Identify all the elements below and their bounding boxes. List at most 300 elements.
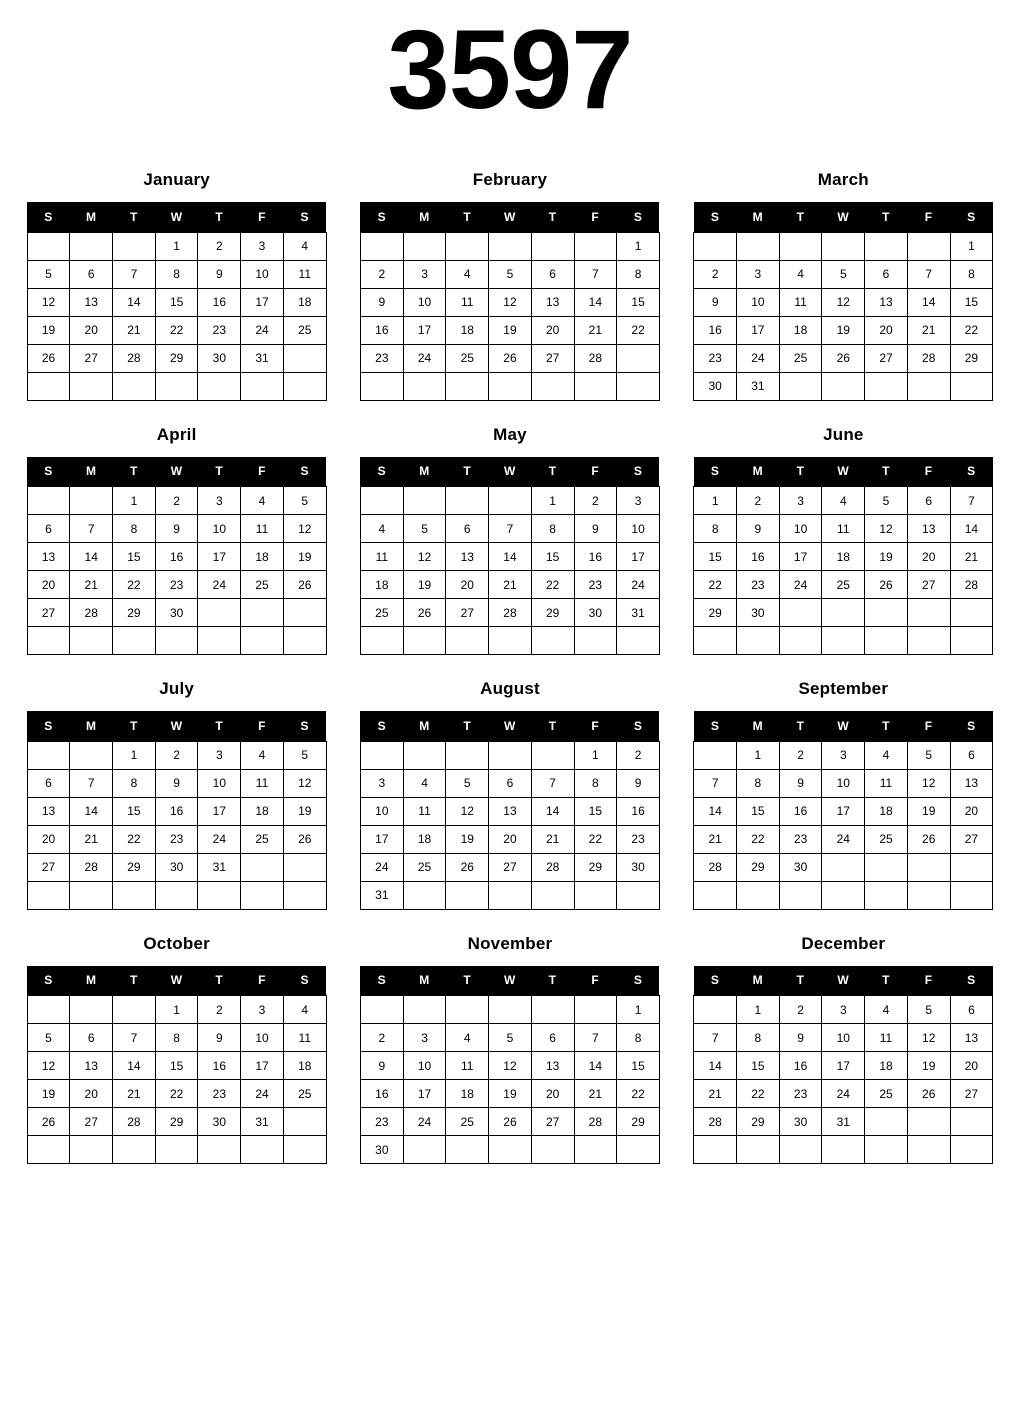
day-cell[interactable]: 25	[779, 344, 822, 372]
day-cell[interactable]: 22	[950, 316, 993, 344]
day-cell[interactable]: 22	[531, 571, 574, 599]
day-cell[interactable]: 8	[113, 515, 156, 543]
day-cell[interactable]: 21	[574, 1080, 617, 1108]
day-cell[interactable]: 31	[360, 881, 403, 909]
day-cell[interactable]: 15	[950, 288, 993, 316]
day-cell[interactable]: 11	[446, 1052, 489, 1080]
day-cell[interactable]: 24	[403, 344, 446, 372]
day-cell[interactable]: 12	[283, 515, 326, 543]
day-cell[interactable]: 9	[155, 769, 198, 797]
day-cell[interactable]: 10	[198, 515, 241, 543]
day-cell[interactable]: 20	[950, 797, 993, 825]
day-cell[interactable]: 28	[489, 599, 532, 627]
day-cell[interactable]: 7	[70, 515, 113, 543]
day-cell[interactable]: 29	[113, 853, 156, 881]
day-cell[interactable]: 7	[950, 487, 993, 515]
day-cell[interactable]: 15	[574, 797, 617, 825]
day-cell[interactable]: 18	[822, 543, 865, 571]
day-cell[interactable]: 17	[617, 543, 660, 571]
day-cell[interactable]: 7	[574, 260, 617, 288]
day-cell[interactable]: 25	[283, 316, 326, 344]
day-cell[interactable]: 6	[27, 515, 70, 543]
day-cell[interactable]: 11	[360, 543, 403, 571]
day-cell[interactable]: 28	[531, 853, 574, 881]
day-cell[interactable]: 28	[574, 344, 617, 372]
day-cell[interactable]: 22	[155, 1080, 198, 1108]
day-cell[interactable]: 27	[950, 1080, 993, 1108]
day-cell[interactable]: 4	[446, 1024, 489, 1052]
day-cell[interactable]: 10	[241, 1024, 284, 1052]
day-cell[interactable]: 28	[694, 853, 737, 881]
day-cell[interactable]: 1	[694, 487, 737, 515]
day-cell[interactable]: 1	[617, 232, 660, 260]
day-cell[interactable]: 16	[617, 797, 660, 825]
day-cell[interactable]: 4	[403, 769, 446, 797]
day-cell[interactable]: 18	[283, 288, 326, 316]
day-cell[interactable]: 27	[531, 1108, 574, 1136]
day-cell[interactable]: 23	[155, 571, 198, 599]
day-cell[interactable]: 8	[737, 1024, 780, 1052]
day-cell[interactable]: 19	[865, 543, 908, 571]
day-cell[interactable]: 21	[907, 316, 950, 344]
day-cell[interactable]: 10	[737, 288, 780, 316]
day-cell[interactable]: 25	[865, 825, 908, 853]
day-cell[interactable]: 22	[617, 316, 660, 344]
day-cell[interactable]: 4	[865, 741, 908, 769]
day-cell[interactable]: 16	[574, 543, 617, 571]
day-cell[interactable]: 13	[70, 1052, 113, 1080]
day-cell[interactable]: 22	[617, 1080, 660, 1108]
day-cell[interactable]: 6	[865, 260, 908, 288]
day-cell[interactable]: 27	[865, 344, 908, 372]
day-cell[interactable]: 14	[113, 288, 156, 316]
day-cell[interactable]: 1	[950, 232, 993, 260]
day-cell[interactable]: 21	[113, 1080, 156, 1108]
day-cell[interactable]: 6	[531, 260, 574, 288]
day-cell[interactable]: 22	[113, 825, 156, 853]
day-cell[interactable]: 27	[950, 825, 993, 853]
day-cell[interactable]: 25	[822, 571, 865, 599]
day-cell[interactable]: 22	[737, 825, 780, 853]
day-cell[interactable]: 31	[617, 599, 660, 627]
day-cell[interactable]: 12	[403, 543, 446, 571]
day-cell[interactable]: 14	[113, 1052, 156, 1080]
day-cell[interactable]: 4	[283, 232, 326, 260]
day-cell[interactable]: 20	[446, 571, 489, 599]
day-cell[interactable]: 14	[950, 515, 993, 543]
day-cell[interactable]: 13	[907, 515, 950, 543]
day-cell[interactable]: 7	[70, 769, 113, 797]
day-cell[interactable]: 24	[617, 571, 660, 599]
day-cell[interactable]: 15	[113, 797, 156, 825]
day-cell[interactable]: 15	[737, 797, 780, 825]
day-cell[interactable]: 19	[27, 316, 70, 344]
day-cell[interactable]: 4	[241, 487, 284, 515]
day-cell[interactable]: 7	[694, 1024, 737, 1052]
day-cell[interactable]: 4	[241, 741, 284, 769]
day-cell[interactable]: 20	[27, 571, 70, 599]
day-cell[interactable]: 10	[241, 260, 284, 288]
day-cell[interactable]: 9	[360, 288, 403, 316]
day-cell[interactable]: 14	[694, 1052, 737, 1080]
day-cell[interactable]: 30	[574, 599, 617, 627]
day-cell[interactable]: 10	[617, 515, 660, 543]
day-cell[interactable]: 29	[113, 599, 156, 627]
day-cell[interactable]: 7	[694, 769, 737, 797]
day-cell[interactable]: 30	[694, 372, 737, 400]
day-cell[interactable]: 23	[737, 571, 780, 599]
day-cell[interactable]: 18	[241, 543, 284, 571]
day-cell[interactable]: 8	[737, 769, 780, 797]
day-cell[interactable]: 8	[113, 769, 156, 797]
day-cell[interactable]: 26	[907, 1080, 950, 1108]
day-cell[interactable]: 9	[155, 515, 198, 543]
day-cell[interactable]: 25	[360, 599, 403, 627]
day-cell[interactable]: 2	[737, 487, 780, 515]
day-cell[interactable]: 8	[155, 260, 198, 288]
day-cell[interactable]: 27	[907, 571, 950, 599]
day-cell[interactable]: 20	[531, 316, 574, 344]
day-cell[interactable]: 23	[155, 825, 198, 853]
day-cell[interactable]: 31	[198, 853, 241, 881]
day-cell[interactable]: 31	[241, 1108, 284, 1136]
day-cell[interactable]: 27	[27, 853, 70, 881]
day-cell[interactable]: 14	[574, 288, 617, 316]
day-cell[interactable]: 13	[531, 288, 574, 316]
day-cell[interactable]: 6	[27, 769, 70, 797]
day-cell[interactable]: 28	[70, 853, 113, 881]
day-cell[interactable]: 3	[737, 260, 780, 288]
day-cell[interactable]: 19	[907, 1052, 950, 1080]
day-cell[interactable]: 30	[360, 1136, 403, 1164]
day-cell[interactable]: 6	[531, 1024, 574, 1052]
day-cell[interactable]: 1	[113, 487, 156, 515]
day-cell[interactable]: 6	[907, 487, 950, 515]
day-cell[interactable]: 24	[737, 344, 780, 372]
day-cell[interactable]: 2	[360, 1024, 403, 1052]
day-cell[interactable]: 9	[574, 515, 617, 543]
day-cell[interactable]: 12	[446, 797, 489, 825]
day-cell[interactable]: 17	[198, 797, 241, 825]
day-cell[interactable]: 8	[155, 1024, 198, 1052]
day-cell[interactable]: 24	[822, 825, 865, 853]
day-cell[interactable]: 11	[822, 515, 865, 543]
day-cell[interactable]: 18	[779, 316, 822, 344]
day-cell[interactable]: 5	[27, 260, 70, 288]
day-cell[interactable]: 10	[822, 769, 865, 797]
day-cell[interactable]: 27	[70, 344, 113, 372]
day-cell[interactable]: 29	[950, 344, 993, 372]
day-cell[interactable]: 5	[27, 1024, 70, 1052]
day-cell[interactable]: 21	[70, 825, 113, 853]
day-cell[interactable]: 5	[822, 260, 865, 288]
day-cell[interactable]: 2	[198, 232, 241, 260]
day-cell[interactable]: 14	[574, 1052, 617, 1080]
day-cell[interactable]: 15	[113, 543, 156, 571]
day-cell[interactable]: 15	[155, 1052, 198, 1080]
day-cell[interactable]: 10	[403, 288, 446, 316]
day-cell[interactable]: 26	[27, 1108, 70, 1136]
day-cell[interactable]: 21	[70, 571, 113, 599]
day-cell[interactable]: 11	[283, 260, 326, 288]
day-cell[interactable]: 3	[779, 487, 822, 515]
day-cell[interactable]: 12	[489, 288, 532, 316]
day-cell[interactable]: 27	[446, 599, 489, 627]
day-cell[interactable]: 1	[531, 487, 574, 515]
day-cell[interactable]: 2	[694, 260, 737, 288]
day-cell[interactable]: 3	[822, 996, 865, 1024]
day-cell[interactable]: 26	[489, 1108, 532, 1136]
day-cell[interactable]: 10	[198, 769, 241, 797]
day-cell[interactable]: 26	[27, 344, 70, 372]
day-cell[interactable]: 9	[198, 1024, 241, 1052]
day-cell[interactable]: 16	[779, 1052, 822, 1080]
day-cell[interactable]: 24	[779, 571, 822, 599]
day-cell[interactable]: 12	[27, 288, 70, 316]
day-cell[interactable]: 21	[489, 571, 532, 599]
day-cell[interactable]: 14	[694, 797, 737, 825]
day-cell[interactable]: 23	[779, 825, 822, 853]
day-cell[interactable]: 26	[403, 599, 446, 627]
day-cell[interactable]: 19	[283, 543, 326, 571]
day-cell[interactable]: 8	[694, 515, 737, 543]
day-cell[interactable]: 7	[907, 260, 950, 288]
day-cell[interactable]: 18	[283, 1052, 326, 1080]
day-cell[interactable]: 6	[950, 741, 993, 769]
day-cell[interactable]: 28	[694, 1108, 737, 1136]
day-cell[interactable]: 22	[113, 571, 156, 599]
day-cell[interactable]: 5	[865, 487, 908, 515]
day-cell[interactable]: 20	[27, 825, 70, 853]
day-cell[interactable]: 11	[241, 515, 284, 543]
day-cell[interactable]: 26	[283, 825, 326, 853]
day-cell[interactable]: 24	[822, 1080, 865, 1108]
day-cell[interactable]: 22	[694, 571, 737, 599]
day-cell[interactable]: 12	[283, 769, 326, 797]
day-cell[interactable]: 13	[950, 1024, 993, 1052]
day-cell[interactable]: 20	[865, 316, 908, 344]
day-cell[interactable]: 16	[737, 543, 780, 571]
day-cell[interactable]: 17	[737, 316, 780, 344]
day-cell[interactable]: 21	[950, 543, 993, 571]
day-cell[interactable]: 9	[737, 515, 780, 543]
day-cell[interactable]: 9	[779, 1024, 822, 1052]
day-cell[interactable]: 25	[241, 571, 284, 599]
day-cell[interactable]: 19	[907, 797, 950, 825]
day-cell[interactable]: 3	[241, 996, 284, 1024]
day-cell[interactable]: 14	[531, 797, 574, 825]
day-cell[interactable]: 26	[489, 344, 532, 372]
day-cell[interactable]: 23	[198, 1080, 241, 1108]
day-cell[interactable]: 15	[617, 288, 660, 316]
day-cell[interactable]: 17	[198, 543, 241, 571]
day-cell[interactable]: 8	[617, 260, 660, 288]
day-cell[interactable]: 7	[113, 260, 156, 288]
day-cell[interactable]: 3	[822, 741, 865, 769]
day-cell[interactable]: 13	[531, 1052, 574, 1080]
day-cell[interactable]: 8	[531, 515, 574, 543]
day-cell[interactable]: 13	[70, 288, 113, 316]
day-cell[interactable]: 19	[403, 571, 446, 599]
day-cell[interactable]: 6	[70, 260, 113, 288]
day-cell[interactable]: 1	[617, 996, 660, 1024]
day-cell[interactable]: 26	[822, 344, 865, 372]
day-cell[interactable]: 21	[113, 316, 156, 344]
day-cell[interactable]: 21	[694, 825, 737, 853]
day-cell[interactable]: 8	[617, 1024, 660, 1052]
day-cell[interactable]: 23	[360, 1108, 403, 1136]
day-cell[interactable]: 18	[403, 825, 446, 853]
day-cell[interactable]: 29	[737, 1108, 780, 1136]
day-cell[interactable]: 6	[950, 996, 993, 1024]
day-cell[interactable]: 12	[907, 1024, 950, 1052]
day-cell[interactable]: 16	[155, 543, 198, 571]
day-cell[interactable]: 24	[241, 1080, 284, 1108]
day-cell[interactable]: 29	[531, 599, 574, 627]
day-cell[interactable]: 2	[779, 741, 822, 769]
day-cell[interactable]: 11	[403, 797, 446, 825]
day-cell[interactable]: 13	[865, 288, 908, 316]
day-cell[interactable]: 19	[822, 316, 865, 344]
day-cell[interactable]: 22	[574, 825, 617, 853]
day-cell[interactable]: 28	[950, 571, 993, 599]
day-cell[interactable]: 1	[155, 232, 198, 260]
day-cell[interactable]: 15	[694, 543, 737, 571]
day-cell[interactable]: 16	[198, 1052, 241, 1080]
day-cell[interactable]: 1	[737, 741, 780, 769]
day-cell[interactable]: 12	[489, 1052, 532, 1080]
day-cell[interactable]: 29	[737, 853, 780, 881]
day-cell[interactable]: 1	[155, 996, 198, 1024]
day-cell[interactable]: 18	[865, 797, 908, 825]
day-cell[interactable]: 19	[283, 797, 326, 825]
day-cell[interactable]: 7	[574, 1024, 617, 1052]
day-cell[interactable]: 3	[403, 1024, 446, 1052]
day-cell[interactable]: 21	[574, 316, 617, 344]
day-cell[interactable]: 18	[360, 571, 403, 599]
day-cell[interactable]: 4	[822, 487, 865, 515]
day-cell[interactable]: 3	[360, 769, 403, 797]
day-cell[interactable]: 4	[360, 515, 403, 543]
day-cell[interactable]: 25	[446, 344, 489, 372]
day-cell[interactable]: 1	[737, 996, 780, 1024]
day-cell[interactable]: 13	[489, 797, 532, 825]
day-cell[interactable]: 5	[907, 741, 950, 769]
day-cell[interactable]: 26	[865, 571, 908, 599]
day-cell[interactable]: 7	[489, 515, 532, 543]
day-cell[interactable]: 4	[779, 260, 822, 288]
day-cell[interactable]: 22	[155, 316, 198, 344]
day-cell[interactable]: 24	[198, 825, 241, 853]
day-cell[interactable]: 29	[574, 853, 617, 881]
day-cell[interactable]: 30	[779, 853, 822, 881]
day-cell[interactable]: 29	[155, 344, 198, 372]
day-cell[interactable]: 23	[694, 344, 737, 372]
day-cell[interactable]: 13	[446, 543, 489, 571]
day-cell[interactable]: 29	[155, 1108, 198, 1136]
day-cell[interactable]: 30	[617, 853, 660, 881]
day-cell[interactable]: 25	[403, 853, 446, 881]
day-cell[interactable]: 4	[283, 996, 326, 1024]
day-cell[interactable]: 20	[489, 825, 532, 853]
day-cell[interactable]: 2	[617, 741, 660, 769]
day-cell[interactable]: 9	[360, 1052, 403, 1080]
day-cell[interactable]: 23	[779, 1080, 822, 1108]
day-cell[interactable]: 2	[779, 996, 822, 1024]
day-cell[interactable]: 26	[283, 571, 326, 599]
day-cell[interactable]: 19	[27, 1080, 70, 1108]
day-cell[interactable]: 8	[574, 769, 617, 797]
day-cell[interactable]: 4	[865, 996, 908, 1024]
day-cell[interactable]: 9	[617, 769, 660, 797]
day-cell[interactable]: 2	[574, 487, 617, 515]
day-cell[interactable]: 17	[241, 1052, 284, 1080]
day-cell[interactable]: 25	[446, 1108, 489, 1136]
day-cell[interactable]: 19	[489, 1080, 532, 1108]
day-cell[interactable]: 30	[198, 344, 241, 372]
day-cell[interactable]: 5	[283, 487, 326, 515]
day-cell[interactable]: 28	[70, 599, 113, 627]
day-cell[interactable]: 25	[283, 1080, 326, 1108]
day-cell[interactable]: 10	[360, 797, 403, 825]
day-cell[interactable]: 18	[865, 1052, 908, 1080]
day-cell[interactable]: 29	[617, 1108, 660, 1136]
day-cell[interactable]: 24	[241, 316, 284, 344]
day-cell[interactable]: 20	[70, 1080, 113, 1108]
day-cell[interactable]: 31	[822, 1108, 865, 1136]
day-cell[interactable]: 30	[779, 1108, 822, 1136]
day-cell[interactable]: 28	[574, 1108, 617, 1136]
day-cell[interactable]: 10	[779, 515, 822, 543]
day-cell[interactable]: 7	[113, 1024, 156, 1052]
day-cell[interactable]: 24	[198, 571, 241, 599]
day-cell[interactable]: 4	[446, 260, 489, 288]
day-cell[interactable]: 16	[198, 288, 241, 316]
day-cell[interactable]: 16	[779, 797, 822, 825]
day-cell[interactable]: 8	[950, 260, 993, 288]
day-cell[interactable]: 6	[70, 1024, 113, 1052]
day-cell[interactable]: 2	[198, 996, 241, 1024]
day-cell[interactable]: 15	[617, 1052, 660, 1080]
day-cell[interactable]: 1	[574, 741, 617, 769]
day-cell[interactable]: 23	[360, 344, 403, 372]
day-cell[interactable]: 14	[70, 797, 113, 825]
day-cell[interactable]: 12	[907, 769, 950, 797]
day-cell[interactable]: 11	[283, 1024, 326, 1052]
day-cell[interactable]: 20	[907, 543, 950, 571]
day-cell[interactable]: 16	[694, 316, 737, 344]
day-cell[interactable]: 25	[865, 1080, 908, 1108]
day-cell[interactable]: 5	[489, 1024, 532, 1052]
day-cell[interactable]: 12	[27, 1052, 70, 1080]
day-cell[interactable]: 12	[865, 515, 908, 543]
day-cell[interactable]: 18	[446, 316, 489, 344]
day-cell[interactable]: 11	[865, 769, 908, 797]
day-cell[interactable]: 17	[779, 543, 822, 571]
day-cell[interactable]: 11	[241, 769, 284, 797]
day-cell[interactable]: 11	[865, 1024, 908, 1052]
day-cell[interactable]: 11	[779, 288, 822, 316]
day-cell[interactable]: 3	[403, 260, 446, 288]
day-cell[interactable]: 5	[403, 515, 446, 543]
day-cell[interactable]: 25	[241, 825, 284, 853]
day-cell[interactable]: 6	[446, 515, 489, 543]
day-cell[interactable]: 28	[113, 1108, 156, 1136]
day-cell[interactable]: 23	[198, 316, 241, 344]
day-cell[interactable]: 23	[574, 571, 617, 599]
day-cell[interactable]: 17	[403, 316, 446, 344]
day-cell[interactable]: 2	[360, 260, 403, 288]
